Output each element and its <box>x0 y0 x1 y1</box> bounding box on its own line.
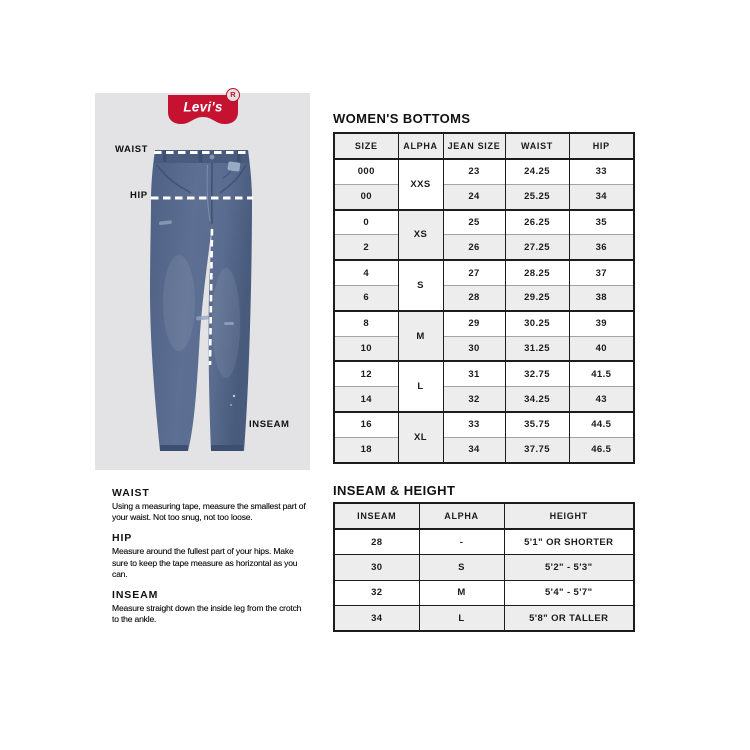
waist-cell: 30.25 <box>505 311 569 336</box>
hip-label: HIP <box>130 190 148 201</box>
waist-cell: 24.25 <box>505 159 569 184</box>
hip-cell: 41.5 <box>569 361 634 386</box>
belt-loop <box>199 150 203 162</box>
alpha-cell: - <box>419 529 504 555</box>
jean-size-cell: 25 <box>443 210 505 235</box>
jean-size-cell: 29 <box>443 311 505 336</box>
jean-size-cell: 24 <box>443 184 505 209</box>
jean-size-cell: 33 <box>443 412 505 437</box>
size-cell: 16 <box>334 412 398 437</box>
inseam-cell: 32 <box>334 580 419 606</box>
jean-size-cell: 34 <box>443 437 505 462</box>
waist-cell: 35.75 <box>505 412 569 437</box>
waist-cell: 37.75 <box>505 437 569 462</box>
hip-cell: 46.5 <box>569 437 634 462</box>
alpha-cell: XS <box>398 210 443 261</box>
jean-size-cell: 30 <box>443 336 505 361</box>
guide-heading: WAIST <box>112 487 150 499</box>
inseam-label: INSEAM <box>249 419 290 430</box>
waist-cell: 28.25 <box>505 260 569 285</box>
hip-cell: 35 <box>569 210 634 235</box>
waist-cell: 27.25 <box>505 235 569 260</box>
column-header: HIP <box>569 133 634 159</box>
paint-speckle <box>230 404 232 406</box>
inseam-row <box>334 606 634 632</box>
guide-item <box>112 487 310 523</box>
guide-text: Measure straight down the inside leg from the crotch to the ankle. <box>112 603 302 625</box>
column-header: ALPHA <box>398 133 443 159</box>
hip-cell: 43 <box>569 387 634 412</box>
alpha-cell: M <box>398 311 443 362</box>
height-cell: 5'2" - 5'3" <box>504 555 634 581</box>
size-row <box>334 361 634 386</box>
guide-text: Measure around the fullest part of your hips. Make sure to keep the tape measure as horizontal as you can. <box>112 546 298 579</box>
womens-bottoms-body <box>334 159 634 463</box>
size-cell: 0 <box>334 210 398 235</box>
hip-cell: 33 <box>569 159 634 184</box>
column-header: SIZE <box>334 133 398 159</box>
size-cell: 4 <box>334 260 398 285</box>
height-cell: 5'1" OR SHORTER <box>504 529 634 555</box>
jeans-button <box>210 155 215 160</box>
size-cell: 12 <box>334 361 398 386</box>
size-row <box>334 235 634 260</box>
belt-loop <box>163 150 167 162</box>
inseam-cell: 34 <box>334 606 419 632</box>
size-cell: 000 <box>334 159 398 184</box>
waist-label: WAIST <box>115 144 149 155</box>
size-row <box>334 387 634 412</box>
jean-size-cell: 31 <box>443 361 505 386</box>
alpha-cell: XL <box>398 412 443 463</box>
size-row <box>334 437 634 462</box>
waist-cell: 34.25 <box>505 387 569 412</box>
inseam-height-header-row <box>334 503 634 529</box>
guide-text: Using a measuring tape, measure the smallest part of your waist. Not too snug, not too loose. <box>112 501 306 523</box>
womens-bottoms-title: WOMEN'S BOTTOMS <box>333 111 471 126</box>
column-header: WAIST <box>505 133 569 159</box>
guide-item <box>112 589 310 625</box>
size-cell: 2 <box>334 235 398 260</box>
hip-cell: 39 <box>569 311 634 336</box>
hip-cell: 34 <box>569 184 634 209</box>
height-cell: 5'4" - 5'7" <box>504 580 634 606</box>
levis-logo-text: Levi's <box>183 99 223 115</box>
inseam-height-body <box>334 529 634 631</box>
measurement-guide <box>112 487 310 634</box>
size-row <box>334 159 634 184</box>
jean-size-cell: 23 <box>443 159 505 184</box>
fabric-highlight <box>163 255 195 351</box>
size-row <box>334 412 634 437</box>
column-header: HEIGHT <box>504 503 634 529</box>
size-cell: 18 <box>334 437 398 462</box>
fabric-highlight <box>212 268 240 378</box>
inseam-cell: 28 <box>334 529 419 555</box>
inseam-height-title: INSEAM & HEIGHT <box>333 483 456 498</box>
column-header: ALPHA <box>419 503 504 529</box>
guide-heading: HIP <box>112 532 133 545</box>
hip-cell: 38 <box>569 285 634 310</box>
column-header: JEAN SIZE <box>443 133 505 159</box>
left-hem <box>160 445 188 451</box>
guide-heading: INSEAM <box>112 589 159 602</box>
size-cell: 10 <box>334 336 398 361</box>
hip-cell: 36 <box>569 235 634 260</box>
waist-cell: 25.25 <box>505 184 569 209</box>
paint-speckle <box>233 395 235 397</box>
hip-cell: 37 <box>569 260 634 285</box>
guide-item <box>112 532 310 580</box>
size-row <box>334 311 634 336</box>
womens-bottoms-table <box>333 132 635 464</box>
size-cell: 6 <box>334 285 398 310</box>
alpha-cell: L <box>398 361 443 412</box>
right-hem <box>211 445 243 451</box>
size-cell: 14 <box>334 387 398 412</box>
inseam-row <box>334 555 634 581</box>
jean-size-cell: 26 <box>443 235 505 260</box>
inseam-row <box>334 529 634 555</box>
hip-cell: 44.5 <box>569 412 634 437</box>
size-row <box>334 260 634 285</box>
size-row <box>334 184 634 209</box>
height-cell: 5'8" OR TALLER <box>504 606 634 632</box>
alpha-cell: S <box>398 260 443 311</box>
alpha-cell: XXS <box>398 159 443 210</box>
jean-size-cell: 27 <box>443 260 505 285</box>
hip-cell: 40 <box>569 336 634 361</box>
size-cell: 00 <box>334 184 398 209</box>
jeans-photo-panel <box>95 90 310 470</box>
alpha-cell: L <box>419 606 504 632</box>
jean-size-cell: 32 <box>443 387 505 412</box>
size-row <box>334 336 634 361</box>
size-cell: 8 <box>334 311 398 336</box>
waist-cell: 32.75 <box>505 361 569 386</box>
column-header: INSEAM <box>334 503 419 529</box>
alpha-cell: S <box>419 555 504 581</box>
registered-trademark-icon: R <box>226 88 240 102</box>
distress-patch <box>227 161 240 172</box>
waist-cell: 29.25 <box>505 285 569 310</box>
inseam-cell: 30 <box>334 555 419 581</box>
waist-cell: 31.25 <box>505 336 569 361</box>
alpha-cell: M <box>419 580 504 606</box>
womens-bottoms-header-row <box>334 133 634 159</box>
inseam-row <box>334 580 634 606</box>
size-row <box>334 210 634 235</box>
inseam-height-table <box>333 502 635 632</box>
waist-cell: 26.25 <box>505 210 569 235</box>
jean-size-cell: 28 <box>443 285 505 310</box>
size-row <box>334 285 634 310</box>
